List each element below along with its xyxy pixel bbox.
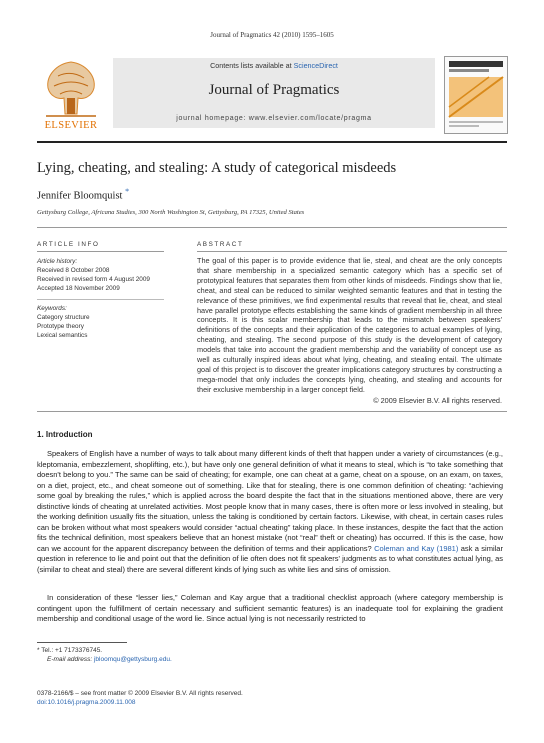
footnote-tel: * Tel.: +1 7173376745. (37, 647, 103, 654)
history-accepted: Accepted 18 November 2009 (37, 285, 120, 292)
author-footnote-mark[interactable]: * (125, 187, 130, 196)
introduction-heading: 1. Introduction (37, 430, 93, 439)
footnote-email-line (47, 655, 172, 664)
intro-paragraph-1-tail: ask a similar question in reference to lie and point out that the definition of lie often does not fit speakers' judgments as to what constitutes actual lying, as (similar to cheat and steal) there are several different kinds of lying such as white lies and sins of omission. (37, 543, 503, 574)
abstract-bottom-divider (37, 411, 507, 412)
sciencedirect-link[interactable]: ScienceDirect (293, 61, 338, 70)
intro-paragraph-1 (37, 449, 503, 575)
contents-line (113, 61, 435, 70)
author-email-link[interactable]: jbloomqu@gettysburg.edu. (93, 656, 172, 663)
footnote-email-label: E-mail address: (47, 656, 94, 663)
keywords-label: Keywords: (37, 305, 67, 312)
doi-link[interactable]: doi:10.1016/j.pragma.2009.11.008 (37, 699, 136, 706)
journal-title: Journal of Pragmatics (208, 82, 340, 98)
journal-cover-thumbnail (444, 56, 508, 134)
title-divider (37, 227, 507, 228)
header-divider (37, 141, 507, 143)
bottom-publication-info (37, 689, 243, 707)
article-info-block (37, 257, 164, 340)
intro-paragraph-2: In consideration of these “lesser lies,” Coleman and Kay argue that a traditional checklist approach (where category membership is contingent upon the fulfillment of certain necessary and sufficient semantic features) is an inadequate tool for explaining the gradient membership and conditional usage of the word lie. Since actual lying is not necessarily restricted to (37, 593, 503, 623)
elsevier-tree-logo (38, 56, 104, 122)
keyword-item: Prototype theory (37, 323, 84, 330)
history-revised: Received in revised form 4 August 2009 (37, 276, 150, 283)
citation-coleman-kay[interactable]: Coleman and Kay (1981) (374, 543, 459, 553)
abstract-divider (197, 251, 507, 252)
article-info-divider (37, 251, 164, 252)
contents-prefix: Contents lists available at (210, 61, 294, 70)
keyword-item: Lexical semantics (37, 332, 88, 339)
keywords-divider (37, 299, 164, 300)
abstract-text: The goal of this paper is to provide evidence that lie, steal, and cheat are the only concepts that share membership in a specialized semantic category which has a specific set of prototypical features that separates them from other kinds of misdeeds. Findings show that lie, cheat, and steal can be reduced to similar weighted semantic features and that in testing the relevance of these primitives, we find experimental results that reveal that lie, cheat, and steal have parallel prototype effects establishing the same kinds of gradient membership in all three concepts. It is this scalar membership that leads to the mismatch between speakers' definitions of the concepts and their application of the categories to actual examples of lying, cheating, and stealing. The second purpose of this study is the development of category models that take into account the gradient membership and the variability of concept use as well as culturally inspired ideas about what lying, cheating, and stealing entail. The ultimate goal of this project is to discover the greater implications category structures by constructing a mega-model that only includes the concepts lying, cheating, and stealing and accounts for their exclusive membership in a larger concept field. (197, 256, 502, 394)
keyword-item: Category structure (37, 314, 90, 321)
abstract-copyright: © 2009 Elsevier B.V. All rights reserved. (373, 396, 502, 405)
article-info-heading: ARTICLE INFO (37, 241, 100, 248)
publisher-wordmark: ELSEVIER (44, 120, 98, 131)
author-affiliation: Gettysburg College, Africana Studies, 300 North Washington St, Gettysburg, PA 17325, United States (37, 209, 305, 216)
author-line (37, 187, 129, 202)
history-received: Received 8 October 2008 (37, 267, 110, 274)
article-title: Lying, cheating, and stealing: A study of categorical misdeeds (37, 160, 397, 176)
abstract-heading: ABSTRACT (197, 241, 244, 248)
history-label: Article history: (37, 258, 78, 265)
issn-line: 0378-2166/$ – see front matter © 2009 Elsevier B.V. All rights reserved. (37, 690, 243, 697)
journal-homepage[interactable]: journal homepage: www.elsevier.com/locate/pragma (176, 115, 372, 122)
intro-paragraph-1-text: Speakers of English have a number of ways to talk about many different kinds of theft that happen under a variety of circumstances (e.g., kleptomania, embezzlement, shoplifting, etc.), but have only one general definition of what it means to steal, which is “to take something that doesn't belong to you.” The same can be said of cheating; for example, one can cheat at a game, cheat on a spouse, on an exam, on taxes, on a diet, project, etc., and cheat someone out of something. Like that for stealing, there is one common definition of cheating: “achieving some goal by breaking the rules,” which is applied across the board despite the fact that in the situations mentioned above, there are very distinctive kinds of cheating at unrelated activities. Most people know that in many cases, there is often more or less involved in stealing, but the working definition usually fits the situation, unless the taking is conditioned by certain factors. Likewise, with cheat, in certain cases rules can be broken without what most speakers would consider “actual cheating” taking place. In these instances, despite the fact that the action fits the technical definition, most speakers believe that an honest mistake (not “real” theft or cheating) has occurred. If this is the case, how can we account for the apparent discrepancy between the definition of terms and their applications? (37, 449, 503, 553)
author-name: Jennifer Bloomquist (37, 190, 123, 202)
journal-reference: Journal of Pragmatics 42 (2010) 1595–1605 (210, 31, 334, 39)
footnote-divider (37, 642, 127, 643)
